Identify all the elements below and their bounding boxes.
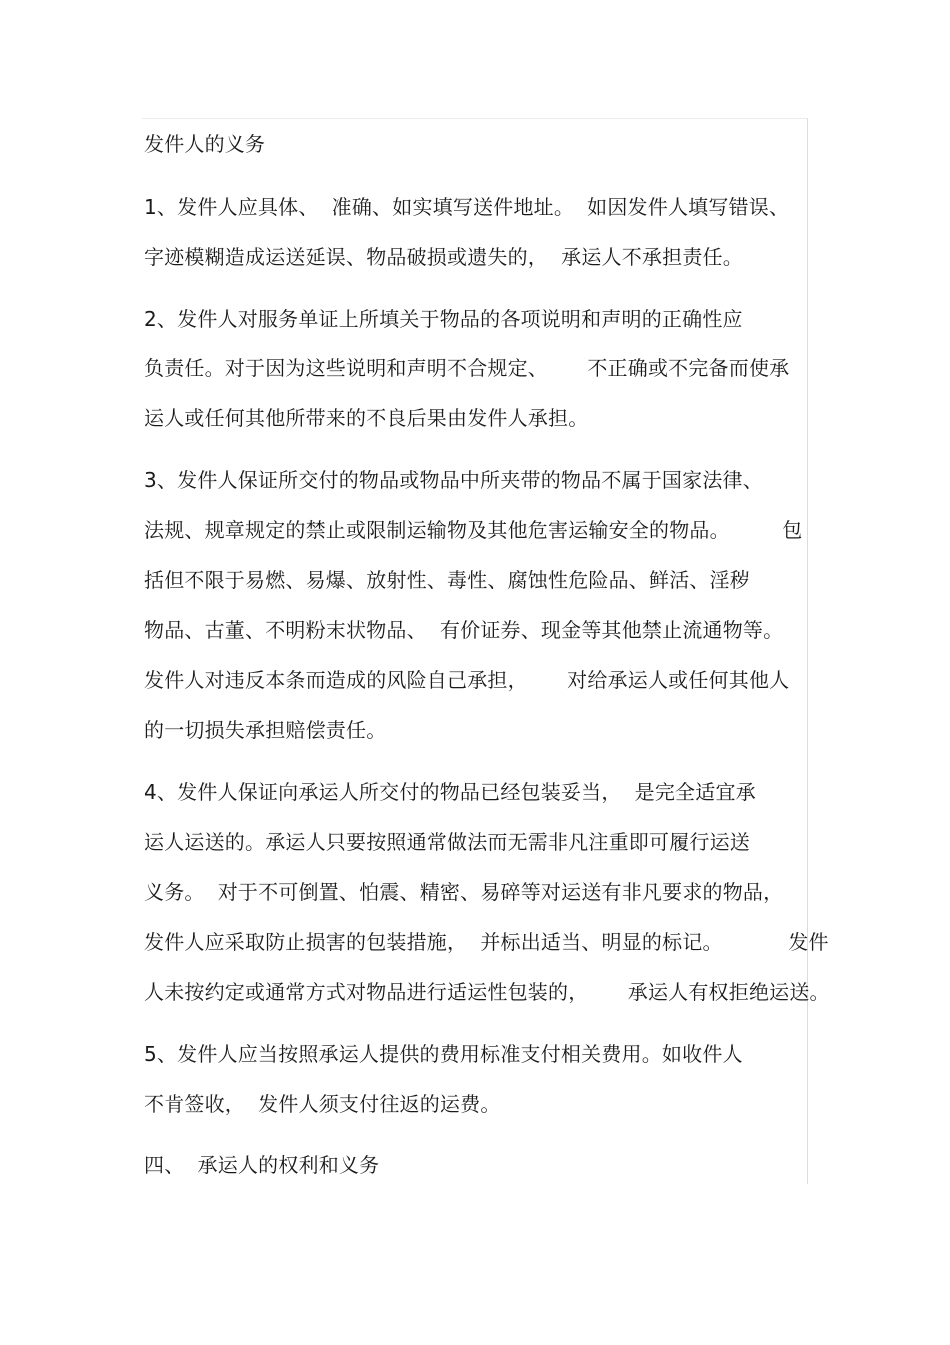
text-line: 括但不限于易燃、易爆、放射性、毒性、腐蚀性危险品、鲜活、淫秽	[144, 568, 750, 592]
text-line: 发件人对违反本条而造成的风险自己承担， 对给承运人或任何其他人	[144, 668, 790, 692]
text-line: 发件人应采取防止损害的包装措施， 并标出适当、明显的标记。 发件	[144, 930, 829, 954]
text-line: 4、发件人保证向承运人所交付的物品已经包装妥当， 是完全适宜承	[144, 780, 756, 804]
text-line: 人未按约定或通常方式对物品进行适运性包装的， 承运人有权拒绝运送。	[144, 980, 830, 1004]
text-line: 1、发件人应具体、 准确、如实填写送件地址。 如因发件人填写错误、	[144, 195, 790, 219]
text-line: 法规、规章规定的禁止或限制运输物及其他危害运输安全的物品。 包	[144, 518, 803, 542]
text-line: 3、发件人保证所交付的物品或物品中所夹带的物品不属于国家法律、	[144, 468, 763, 492]
text-line: 物品、古董、不明粉末状物品、 有价证券、现金等其他禁止流通物等。	[144, 618, 784, 642]
text-line: 字迹模糊造成运送延误、物品破损或遗失的， 承运人不承担责任。	[144, 245, 743, 269]
text-line: 2、发件人对服务单证上所填关于物品的各项说明和声明的正确性应	[144, 307, 743, 331]
text-line: 不肯签收， 发件人须支付往返的运费。	[144, 1092, 501, 1116]
text-line: 的一切损失承担赔偿责任。	[144, 718, 387, 742]
text-line: 运人运送的。承运人只要按照通常做法而无需非凡注重即可履行运送	[144, 830, 750, 854]
section-heading: 四、 承运人的权利和义务	[144, 1153, 380, 1177]
text-line: 5、发件人应当按照承运人提供的费用标准支付相关费用。如收件人	[144, 1042, 743, 1066]
text-line: 义务。 对于不可倒置、怕震、精密、易碎等对运送有非凡要求的物品，	[144, 880, 784, 904]
text-line: 负责任。对于因为这些说明和声明不合规定、 不正确或不完备而使承	[144, 356, 790, 380]
page-frame	[142, 118, 830, 1184]
section-heading: 发件人的义务	[144, 132, 266, 156]
text-line: 运人或任何其他所带来的不良后果由发件人承担。	[144, 406, 589, 430]
